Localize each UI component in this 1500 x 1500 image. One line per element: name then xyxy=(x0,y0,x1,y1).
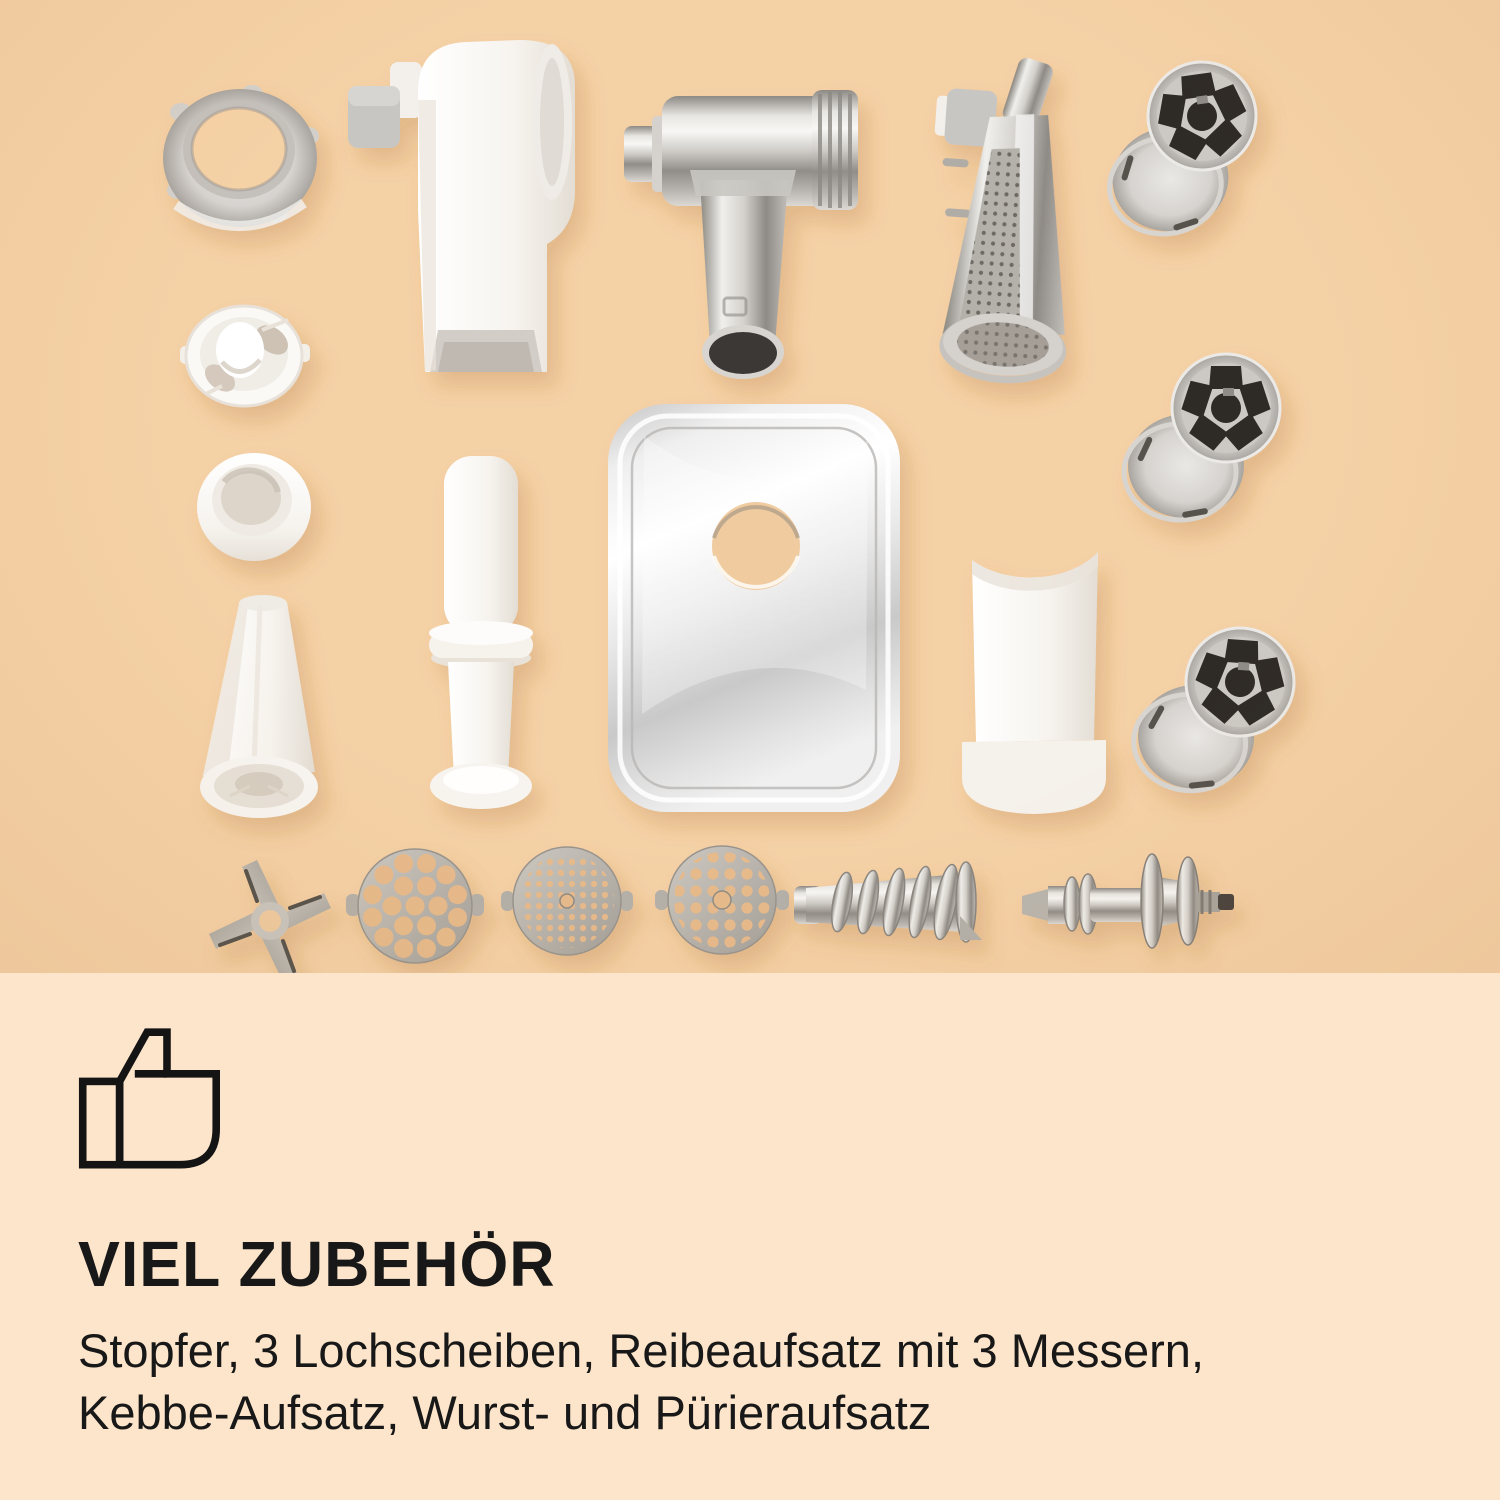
mixer-hub-attachment xyxy=(348,40,575,372)
grinder-worm-auger xyxy=(794,862,982,942)
perforated-disc-medium xyxy=(655,846,789,954)
grinder-head-body xyxy=(624,90,858,379)
cross-blade-knife xyxy=(209,860,331,973)
thumbs-up-icon xyxy=(78,1025,220,1170)
feature-heading: VIEL ZUBEHÖR xyxy=(78,1228,556,1300)
perforated-disc-coarse xyxy=(346,849,484,963)
puree-attachment-auger xyxy=(1022,854,1234,948)
feeding-tray xyxy=(608,404,900,812)
feature-text xyxy=(78,1320,1438,1444)
feature-text-line-2: Kebbe-Aufsatz, Wurst- und Pürieraufsatz xyxy=(78,1386,932,1439)
grater-drum-3 xyxy=(1130,621,1297,797)
grater-drum-2 xyxy=(1124,354,1280,520)
locking-ring-nut xyxy=(163,85,319,227)
funnel-adapter-ring xyxy=(197,453,311,561)
feature-text-line-1: Stopfer, 3 Lochscheiben, Reibeaufsatz mit 3 Messern, xyxy=(78,1324,1205,1377)
kebbe-attachment-disc xyxy=(180,306,310,406)
perforated-disc-fine xyxy=(501,847,633,955)
grater-drum-1 xyxy=(1093,55,1271,241)
feature-caption xyxy=(78,973,1438,1444)
slicer-pusher xyxy=(962,552,1106,814)
sausage-stuffing-funnel xyxy=(200,595,318,818)
slicer-shredder-housing xyxy=(918,50,1084,384)
pusher-stopfer xyxy=(429,456,533,809)
